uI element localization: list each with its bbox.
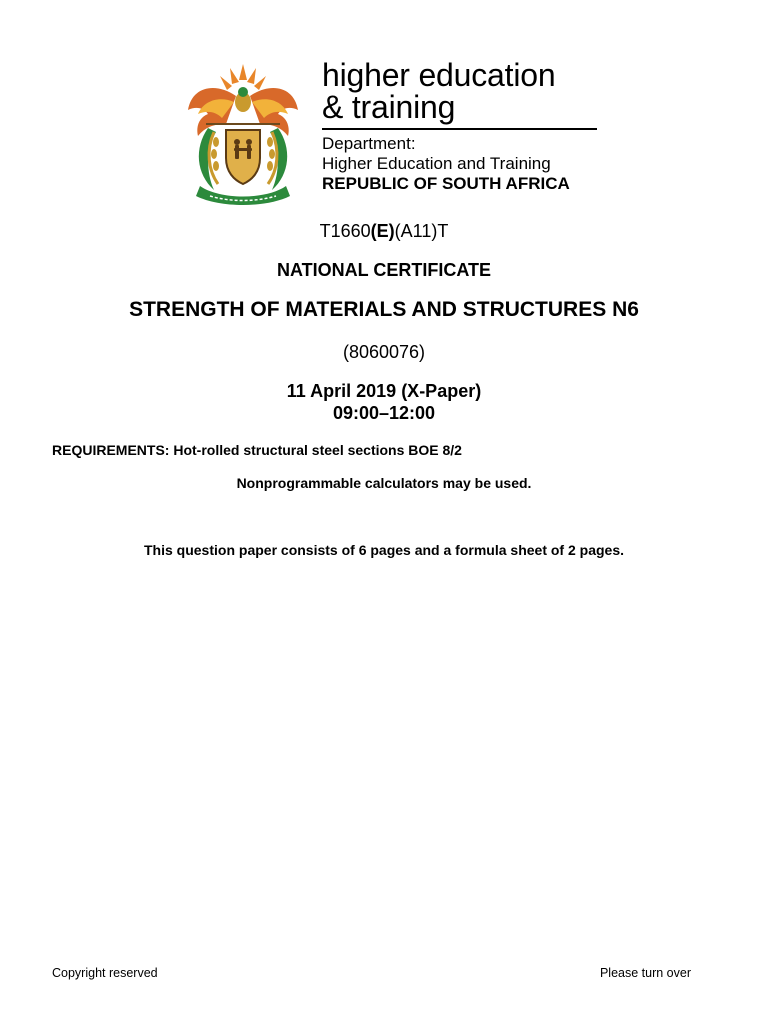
footer-copyright: Copyright reserved bbox=[52, 966, 158, 980]
requirements-text: REQUIREMENTS: Hot-rolled structural steel sections BOE 8/2 bbox=[52, 442, 462, 458]
paper-code-bold: (E) bbox=[370, 221, 395, 241]
motto-ribbon bbox=[196, 186, 290, 205]
paper-code-prefix: T1660 bbox=[319, 221, 371, 241]
paper-code bbox=[0, 220, 768, 242]
paper-code-suffix: (A11)T bbox=[394, 221, 449, 241]
calculators-note: Nonprogrammable calculators may be used. bbox=[236, 475, 532, 491]
country-name: REPUBLIC OF SOUTH AFRICA bbox=[322, 174, 570, 193]
pages-info: This question paper consists of 6 pages and a formula sheet of 2 pages. bbox=[144, 542, 624, 558]
coat-of-arms-logo bbox=[186, 62, 300, 208]
shield-icon bbox=[226, 130, 260, 184]
department-name: Higher Education and Training bbox=[322, 154, 551, 173]
department-label: Department: bbox=[322, 134, 416, 153]
exam-date: 11 April 2019 (X-Paper) bbox=[286, 381, 482, 401]
brand-line-2: & training bbox=[322, 89, 456, 125]
header-divider bbox=[322, 128, 597, 130]
sun-rays-icon bbox=[220, 64, 266, 90]
brand-line-1: higher education bbox=[322, 57, 556, 93]
exam-time: 09:00–12:00 bbox=[332, 403, 436, 423]
qualification-title: NATIONAL CERTIFICATE bbox=[277, 260, 491, 280]
subject-title: STRENGTH OF MATERIALS AND STRUCTURES N6 bbox=[129, 298, 639, 321]
subject-code: (8060076) bbox=[342, 342, 426, 362]
footer-turn-over: Please turn over bbox=[599, 966, 691, 980]
